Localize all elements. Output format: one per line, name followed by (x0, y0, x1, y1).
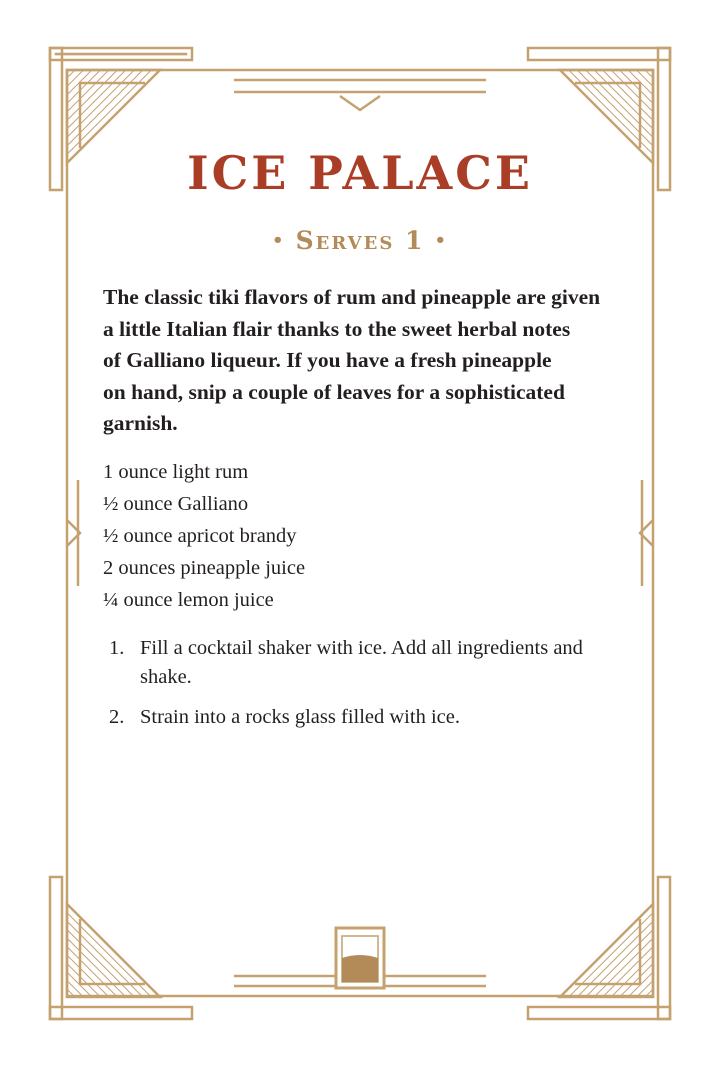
intro-line: The classic tiki flavors of rum and pineapple are given (103, 285, 601, 309)
intro-line: on hand, snip a couple of leaves for a sophisticated (103, 379, 565, 404)
ingredient-item: ½ ounce apricot brandy (103, 525, 297, 547)
serves-line (0, 226, 720, 255)
instruction-step (103, 634, 623, 692)
ingredient-item: 2 ounces pineapple juice (103, 557, 306, 579)
recipe-title: ICE PALACE (187, 146, 533, 200)
intro-line: a little Italian flair thanks to the sweet herbal notes (103, 316, 571, 341)
step-text: Fill a cocktail shaker with ice. Add all ingredients and shake. (140, 637, 583, 688)
ingredient-item: ¼ ounce lemon juice (103, 589, 274, 611)
instruction-list (103, 634, 623, 743)
step-number: 2. (109, 706, 125, 728)
ingredient-list (103, 456, 305, 616)
intro-line: garnish. (103, 411, 178, 435)
rocks-glass-icon (336, 928, 384, 988)
recipe-intro (103, 282, 623, 440)
serves-label: Serves 1 (295, 226, 425, 255)
step-text: Strain into a rocks glass filled with ice. (140, 706, 460, 728)
ingredient-item: ½ ounce Galliano (103, 493, 249, 515)
ingredient-item: 1 ounce light rum (103, 461, 249, 483)
serves-bullet-left: • (272, 230, 286, 251)
instruction-step (103, 703, 623, 732)
intro-line: of Galliano liqueur. If you have a fresh pineapple (103, 348, 552, 372)
step-number: 1. (109, 637, 125, 659)
serves-bullet-right: • (434, 230, 448, 251)
